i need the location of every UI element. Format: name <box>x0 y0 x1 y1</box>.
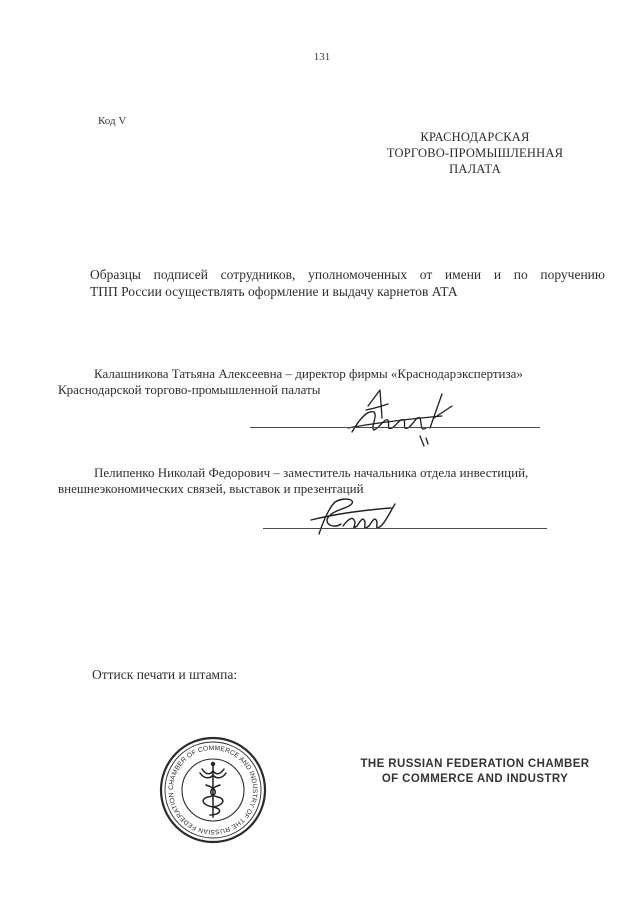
signature-1 <box>330 388 490 446</box>
intro-line: Образцы подписей сотрудников, уполномоченных от имени и по поручению <box>90 267 605 282</box>
organization-line: ПАЛАТА <box>449 162 501 176</box>
signature-line-1 <box>250 427 540 428</box>
chamber-english-name <box>360 757 590 787</box>
chamber-english-line: OF COMMERCE AND INDUSTRY <box>381 773 569 785</box>
page-number: 131 <box>313 51 331 63</box>
person-organization: внешнеэкономических связей, выставок и презентаций <box>58 481 364 496</box>
organization-line: ТОРГОВО-ПРОМЫШЛЕННАЯ <box>386 146 564 160</box>
person-organization: Краснодарской торгово-промышленной палаты <box>58 382 321 397</box>
signature-line-2 <box>263 528 547 529</box>
stamp-label: Оттиск печати и штампа: <box>92 667 238 682</box>
organization-line: КРАСНОДАРСКАЯ <box>420 130 530 144</box>
code-label: Код V <box>98 115 127 127</box>
intro-line: ТПП России осуществлять оформление и выдачу карнетов АТА <box>90 284 458 299</box>
organization-header <box>360 129 590 177</box>
intro-paragraph <box>90 266 605 300</box>
chamber-english-line: THE RUSSIAN FEDERATION CHAMBER <box>360 758 590 770</box>
person-name-title: Пелипенко Николай Федорович – заместитель начальника отдела инвестиций, <box>94 465 529 480</box>
chamber-seal-icon <box>158 735 268 845</box>
seal-ring-text: CHAMBER OF COMMERCE AND INDUSTRY OF THE RUSSIAN FEDERATION <box>167 744 259 836</box>
person-name-title: Калашникова Татьяна Алексеевна – директор фирмы «Краснодарэкспертиза» <box>94 366 523 381</box>
signature-2 <box>305 494 415 538</box>
person-entry-2 <box>58 465 608 497</box>
